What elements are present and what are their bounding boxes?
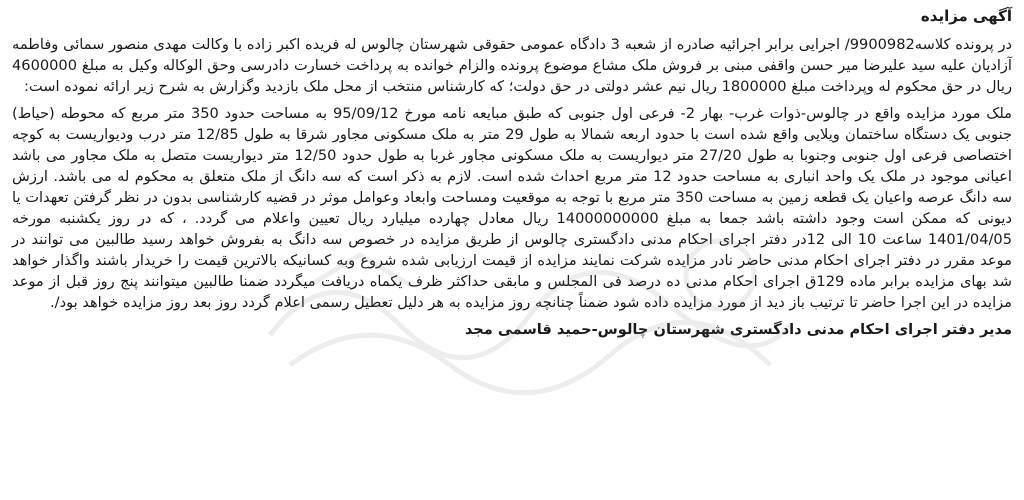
notice-title: آگهی مزایده: [920, 7, 1012, 25]
notice-signature: مدیر دفتر اجرای احکام مدنی دادگستری شهرستان چالوس-حمید قاسمی مجد: [464, 321, 1012, 338]
notice-paragraph-property: ملک مورد مزایده واقع در چالوس-ذوات غرب- بهار 2- فرعی اول جنوبی که طبق مبایعه نامه مورخ 95/09/12 به مساحت حدود 350 متر مربع که محوطه (حیاط) جنوبی یک دستگاه ساختمان ویلایی واقع شده است با حدود اربعه شمالا به طول 29 متر به ملک مسکونی مجاور شرقا به طول 12/85 متر درب ودیواریست به کوچه اختصاصی فرعی اول جنوبی وجنوبا به طول 27/20 متر دیواریست به ملک مسکونی مجاور غربا به طول حدود 12/50 متر دیواریست متصل به ملک مجاور می باشد اعیانی موجود در ملک یک واحد انباری به مساحت حدود 12 متر مربع احداث شده است. لازم به ذکر است که سه دانگ از ملک متعلق به محکوم له می باشد. ارزش سه دانگ عرصه واعیان یک قطعه زمین به مساحت 350 متر مربع با توجه به موقعیت ومساحت وابعاد وعوامل موثر در قضیه کارشناسی بدون در نظر گرفتن تعهدات یا دیونی که ممکن است وجود داشته باشد جمعا به مبلغ 14000000000 ریال معادل چهارده میلیارد ریال تعیین واعلام می گردد. ، که در روز یکشنبه مورخه 1401/04/05 ساعت 10 الی 12در دفتر اجرای احکام مدنی دادگستری چالوس از طریق مزایده در خصوص سه دانگ به بفروش خواهد رسید طالبین می توانند در موعد مقرر در دفتر اجرای احکام مدنی حاضر نادر مزایده شرکت نمایند مزایده از قیمت ارزیابی شده شروع وبه کسانیکه بالاترین قیمت را خریدار باشند واگذار خواهد شد بهای مزایده برابر ماده 129ق اجرای احکام مدنی ده درصد فی المجلس و مابقی حداکثر ظرف یکماه دریافت میگردد ضمنا طالبین میتوانند پنج روز قبل از موعد مزایده در این اجرا حاضر تا ترتیب باز دید از مورد مزایده داده شود ضمناً چنانچه روز مزایده به هر دلیل تعطیل رسمی اعلام گردد روز بعد روز مزایده خواهد بود/.: [12, 105, 1012, 311]
notice-paragraph-case: در پرونده کلاسه9900982/ اجرایی برابر اجرائیه صادره از شعبه 3 دادگاه عمومی حقوقی شهرستان چالوس له فریده اکبر زاده با وکالت مهدی منصور سمائی وفاطمه آزادیان علیه سید علیرضا میر حسن واقفی مبنی بر فروش ملک مشاع موضوع پرونده والزام خوانده به پرداخت خسارت دادرسی وحق الوکاله وکیل به مبلغ 4600000 ریال در حق محکوم له وپرداخت مبلغ 1800000 ریال نیم عشر دولتی در حق دولت؛ که کارشناس منتخب از محل ملک بازدید وگزارش به شرح زیر ارائه نموده است:: [12, 36, 1013, 95]
